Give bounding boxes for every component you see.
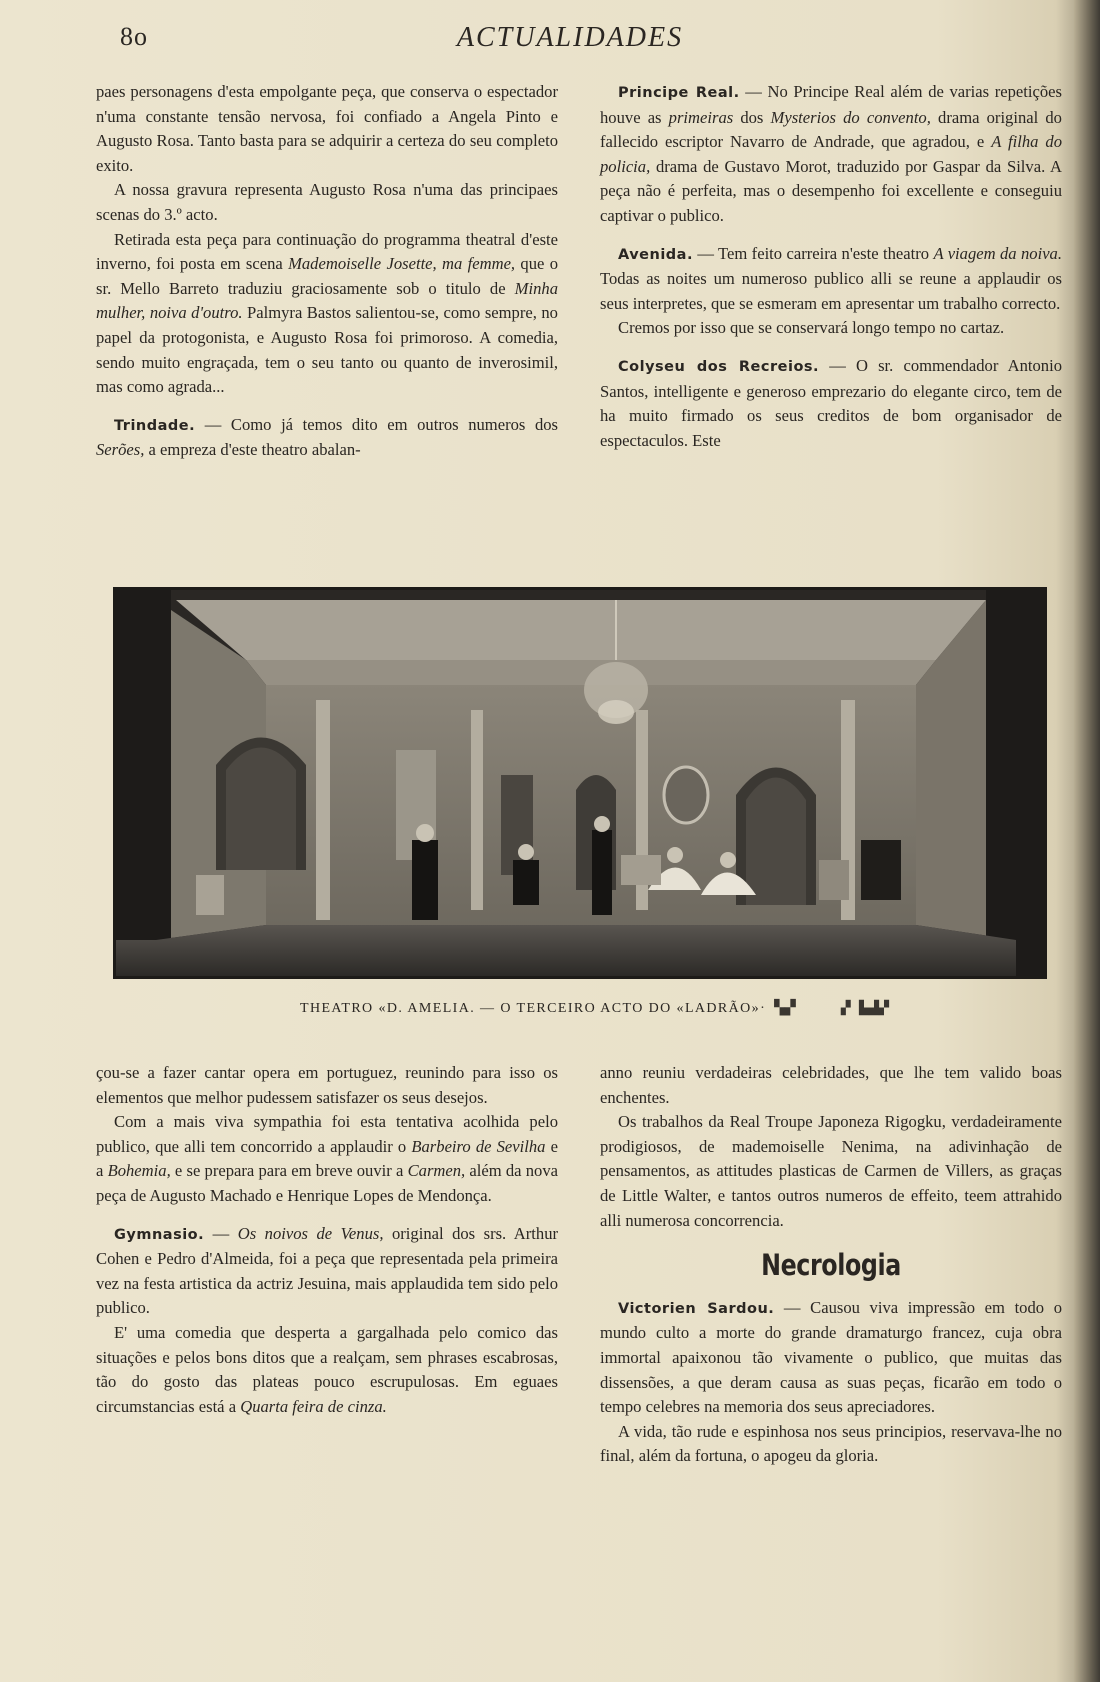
paragraph: Cremos por isso que se conservará longo tempo no cartaz. <box>618 318 1005 338</box>
play-title: Mademoiselle Josette, ma femme, <box>288 254 516 274</box>
text-run: original dos srs. Arthur Cohen e Pedro d'Almeida, foi a peça que representada pela primeira vez na festa artistica da actriz Jesuina, mais applaudida tem sido pelo publico. <box>96 1223 559 1318</box>
text-run: dos <box>733 107 771 127</box>
section-heading-trindade: Trindade. <box>114 417 196 434</box>
theatre-stage-photograph <box>113 587 1047 979</box>
text-run: — O sr. commendador Antonio Santos, intelligente e generoso emprezario do elegante circo, tem de ha muito firmado os seus creditos de bom organisador de espectaculos. Este <box>600 355 1063 450</box>
running-title: ACTUALIDADES <box>456 22 684 53</box>
italic-term: primeiras <box>668 107 734 127</box>
text-run: a empreza d'este theatro abalan- <box>144 440 361 460</box>
column-top-left <box>96 80 558 463</box>
engraver-signature-icon: ▗▘ ▙▟▞ <box>835 1000 889 1015</box>
section-gymnasio <box>96 1222 558 1321</box>
section-heading-sardou: Victorien Sardou. <box>618 1300 775 1317</box>
section-heading-avenida: Avenida. <box>618 246 693 263</box>
paragraph: A nossa gravura representa Augusto Rosa n'uma das principaes scenas do 3.º acto. <box>96 180 558 224</box>
text-run: Retirada esta peça para continuação do programma theatral d'este inverno, foi posta em scena <box>96 229 558 274</box>
opera-title: Carmen, <box>407 1161 466 1181</box>
text-run: Todas as noites um numeroso publico alli se reune a applaudir os seus interpretes, que se esmeram em apresentar um trabalho correcto. <box>600 269 1062 313</box>
section-principe-real <box>600 80 1062 229</box>
text-run: drama original do fallecido escriptor Navarro de Andrade, que agradou, e <box>600 107 1062 152</box>
play-title: Os noivos de Venus, <box>237 1223 384 1243</box>
text-run: — No Principe Real além de varias repetições houve as <box>600 82 1062 127</box>
stage-scene-illustration <box>116 590 1044 976</box>
play-title: Mysterios do convento, <box>770 107 931 127</box>
page-edge-shadow <box>1074 0 1100 1682</box>
paragraph: Os trabalhos da Real Troupe Japoneza Rigogku, verdadeiramente prodigiosos, de mademoiselle Nenima, na adivinhação de pensamentos, as attitudes plasticas de Carmen de Villers, as graças de Little Walter, e tantos outros numeros de effeito, teem attrahido alli numerosa concorrencia. <box>600 1112 1062 1230</box>
section-victorien-sardou <box>600 1296 1062 1420</box>
section-trindade <box>96 413 558 463</box>
column-top-right <box>600 80 1062 453</box>
paragraph <box>96 1321 558 1419</box>
section-heading-colyseu: Colyseu dos Recreios. <box>618 358 820 375</box>
column-bottom-right <box>600 1061 1062 1469</box>
opera-title: Barbeiro de Sevilha <box>411 1136 546 1156</box>
page-number: 8o <box>120 22 148 51</box>
figure-caption <box>300 1000 1020 1017</box>
text-run: drama de Gustavo Morot, traduzido por Gaspar da Silva. A peça não é perfeita, mas o desempenho foi excellente e conseguiu captivar o publico. <box>600 156 1062 225</box>
text-run: além da nova peça de Augusto Machado e Henrique Lopes de Mendonça. <box>96 1161 558 1205</box>
text-run: que o sr. Mello Barreto traduziu graciosamente sob o titulo de <box>96 254 558 298</box>
text-run: e se prepara para em breve ouvir a <box>170 1161 408 1181</box>
text-run: E' uma comedia que desperta a gargalhada pelo comico das situações e pelos bons ditos que a realçam, sem phrases escabrosas, tão do gosto das plateas pouco escrupulosas. Em eguaes circumstancias está a <box>96 1322 558 1416</box>
photographer-mark-icon: ▚▞ <box>774 1001 796 1016</box>
text-run: — <box>204 1223 238 1243</box>
text-run: — Causou viva impressão em todo o mundo culto a morte do grande dramaturgo francez, cuja obra immortal apaixonou tão vivamente o publico, que muitas das dissensões, a que deram causa as suas peças, ficarão em todo o tempo celebres na memoria dos seus apreciadores. <box>600 1297 1062 1417</box>
play-title: Quarta feira de cinza. <box>240 1396 387 1416</box>
opera-title: Bohemia, <box>107 1161 171 1181</box>
paragraph: anno reuniu verdadeiras celebridades, que lhe tem valido boas enchentes. <box>600 1063 1062 1107</box>
publication-title: Serões, <box>96 440 145 460</box>
section-heading-principe-real: Principe Real. <box>618 85 740 101</box>
paragraph: paes personagens d'esta empolgante peça, que conserva o espectador n'uma constante tensão nervosa, foi confiado a Angela Pinto e Augusto Rosa. Tanto basta para se adquirir a certeza do seu completo exito. <box>96 82 558 175</box>
necrologia-heading: Necrologia <box>761 1248 901 1283</box>
paragraph <box>96 228 558 400</box>
section-heading-gymnasio: Gymnasio. <box>114 1226 205 1243</box>
play-title: A filha do policia, <box>600 132 1062 176</box>
text-run: e a <box>96 1136 558 1181</box>
page-header <box>0 20 1100 60</box>
caption-text: THEATRO «D. AMELIA. — O TERCEIRO ACTO DO «LADRÃO»· <box>300 1001 767 1016</box>
text-run: — Como já temos dito em outros numeros dos <box>195 414 558 434</box>
paragraph: çou-se a fazer cantar opera em portuguez, reunindo para isso os elementos que melhor pudessem satisfazer os seus desejos. <box>96 1063 558 1107</box>
text-run: — Tem feito carreira n'este theatro <box>692 243 934 263</box>
column-bottom-left <box>96 1061 558 1419</box>
play-title: Minha mulher, noiva d'outro. <box>96 278 558 323</box>
section-avenida <box>600 242 1062 317</box>
paragraph: A vida, tão rude e espinhosa nos seus principios, reservava-lhe no final, além da fortuna, o apogeu da gloria. <box>600 1421 1062 1466</box>
text-run: Palmyra Bastos salientou-se, como sempre, no papel da protogonista, e Augusto Rosa foi primoroso. A comedia, sendo muito engraçada, tem o seu tanto ou quanto de inverosimil, mas como agrada... <box>96 303 558 397</box>
section-colyseu <box>600 354 1062 453</box>
text-run: Com a mais viva sympathia foi esta tentativa acolhida pelo publico, que alli tem concorrido a applaudir o <box>96 1112 558 1156</box>
play-title: A viagem da noiva. <box>933 243 1063 263</box>
paragraph <box>96 1110 558 1208</box>
